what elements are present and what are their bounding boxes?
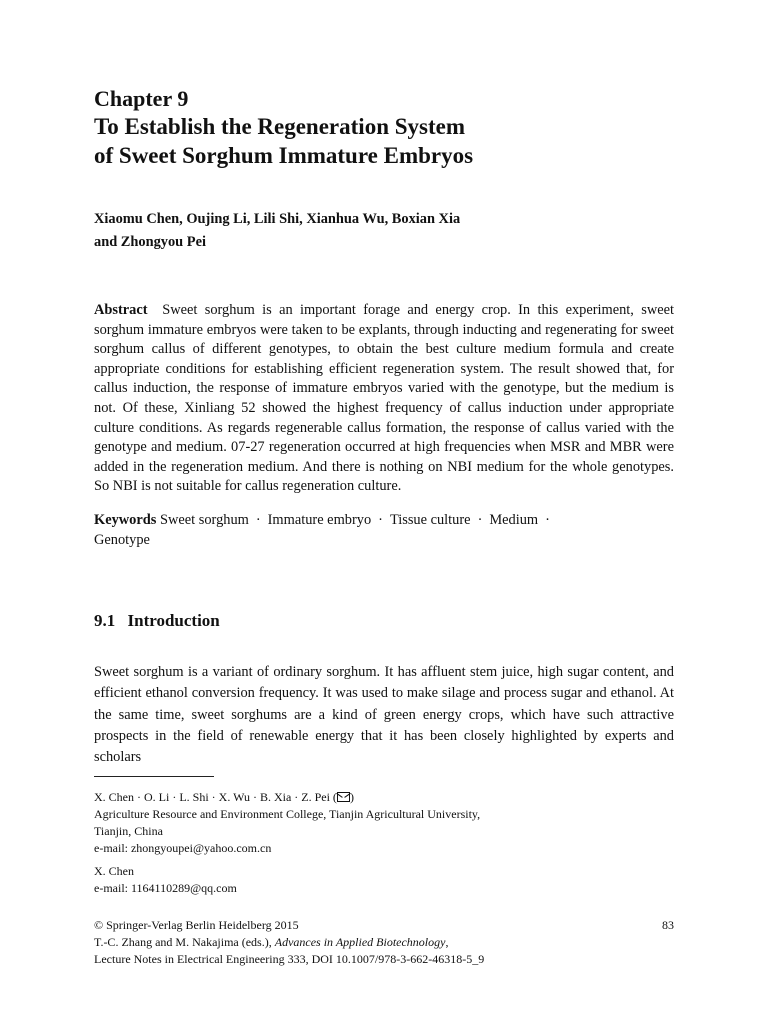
chapter-label: Chapter 9 <box>94 86 189 111</box>
footnote-authors <box>94 789 674 806</box>
author-line1: Xiaomu Chen, Oujing Li, Lili Shi, Xianhua Wu, Boxian Xia <box>94 211 461 227</box>
book-title: Advances in Applied Biotechnology <box>274 935 446 950</box>
author-line2: and Zhongyou Pei <box>94 234 206 250</box>
citation-series-line: Lecture Notes in Electrical Engineering 333, DOI 10.1007/978-3-662-46318-5_9 <box>94 952 485 967</box>
keyword-item: Immature embryo <box>267 511 372 528</box>
abstract-text: Sweet sorghum is an important forage and energy crop. In this experiment, sweet sorghum immature embryos were taken to be explants, through inducting and regenerating for sweet sorghum callus of different genotypes, to obtain the best culture medium formula and create appropriate conditions for establishing efficient regeneration system. The result showed that, for callus induction, the response of immature embryos varied with the genotype, but the medium is not. Of these, Xinliang 52 showed the highest frequency of callus induction under appropriate culture conditions. As regards regenerable callus formation, the response of callus varied with the genotype and medium. 07-27 regeneration occurred at high frequencies when MSR and MBR were added in the regeneration medium. And there is nothing on NBI medium for the whole genotypes. So NBI is not suitable for callus regeneration culture. <box>94 302 674 495</box>
footnote-authors-close: ) <box>349 790 354 805</box>
corresponding-email: e-mail: zhongyoupei@yahoo.com.cn <box>94 841 272 856</box>
section-title: Introduction <box>127 611 220 631</box>
keyword-item: Tissue culture <box>389 511 471 528</box>
abstract-label: Abstract <box>94 302 148 318</box>
citation-editors-line <box>94 934 674 951</box>
citation-editors: T.-C. Zhang and M. Nakajima (eds.), <box>94 935 275 950</box>
affiliation-line1: Agriculture Resource and Environment College, Tianjin Agricultural University, <box>94 807 481 822</box>
keyword-separator: · <box>255 511 261 528</box>
introduction-paragraph: Sweet sorghum is a variant of ordinary sorghum. It has affluent stem juice, high sugar content, and efficient ethanol conversion frequency. It was used to make silage and process sugar and ethanol. At the same time, sweet sorghums are a kind of green energy crops, which have such attractive prospects in the field of renewable energy that it has been closely highlighted by experts and scholars <box>94 664 674 765</box>
page-number: 83 <box>662 918 674 933</box>
keyword-separator: · <box>477 511 483 528</box>
keyword-separator: · <box>378 511 383 528</box>
second-author-name: X. Chen <box>94 864 134 879</box>
paper-page <box>94 86 674 968</box>
keywords <box>94 511 674 550</box>
copyright-block <box>94 917 674 968</box>
keywords-label: Keywords <box>94 511 157 528</box>
footnote-authors-text: X. Chen · O. Li · L. Shi · X. Wu · B. Xia · Z. Pei ( <box>94 790 337 805</box>
second-author-email: e-mail: 1164110289@qq.com <box>94 881 237 896</box>
chapter-title <box>94 112 674 170</box>
section-number: 9.1 <box>94 611 116 631</box>
keyword-separator: · <box>545 511 550 528</box>
abstract <box>94 301 674 497</box>
chapter-title-line2: of Sweet Sorghum Immature Embryos <box>94 143 474 168</box>
footnotes <box>94 789 674 897</box>
affiliation-line2: Tianjin, China <box>94 824 163 839</box>
chapter-title-line1: To Establish the Regeneration System <box>94 114 465 139</box>
second-author-block <box>94 863 674 897</box>
author-list <box>94 208 674 254</box>
section-heading <box>94 610 674 632</box>
citation-comma: , <box>445 935 449 950</box>
keyword-item: Sweet sorghum <box>159 511 249 528</box>
keyword-item: Genotype <box>94 531 150 548</box>
keyword-item: Medium <box>489 511 539 528</box>
footnote-divider <box>94 776 214 777</box>
affiliation-block <box>94 789 674 857</box>
copyright-line: © Springer-Verlag Berlin Heidelberg 2015 <box>94 918 299 933</box>
envelope-icon <box>337 792 350 802</box>
